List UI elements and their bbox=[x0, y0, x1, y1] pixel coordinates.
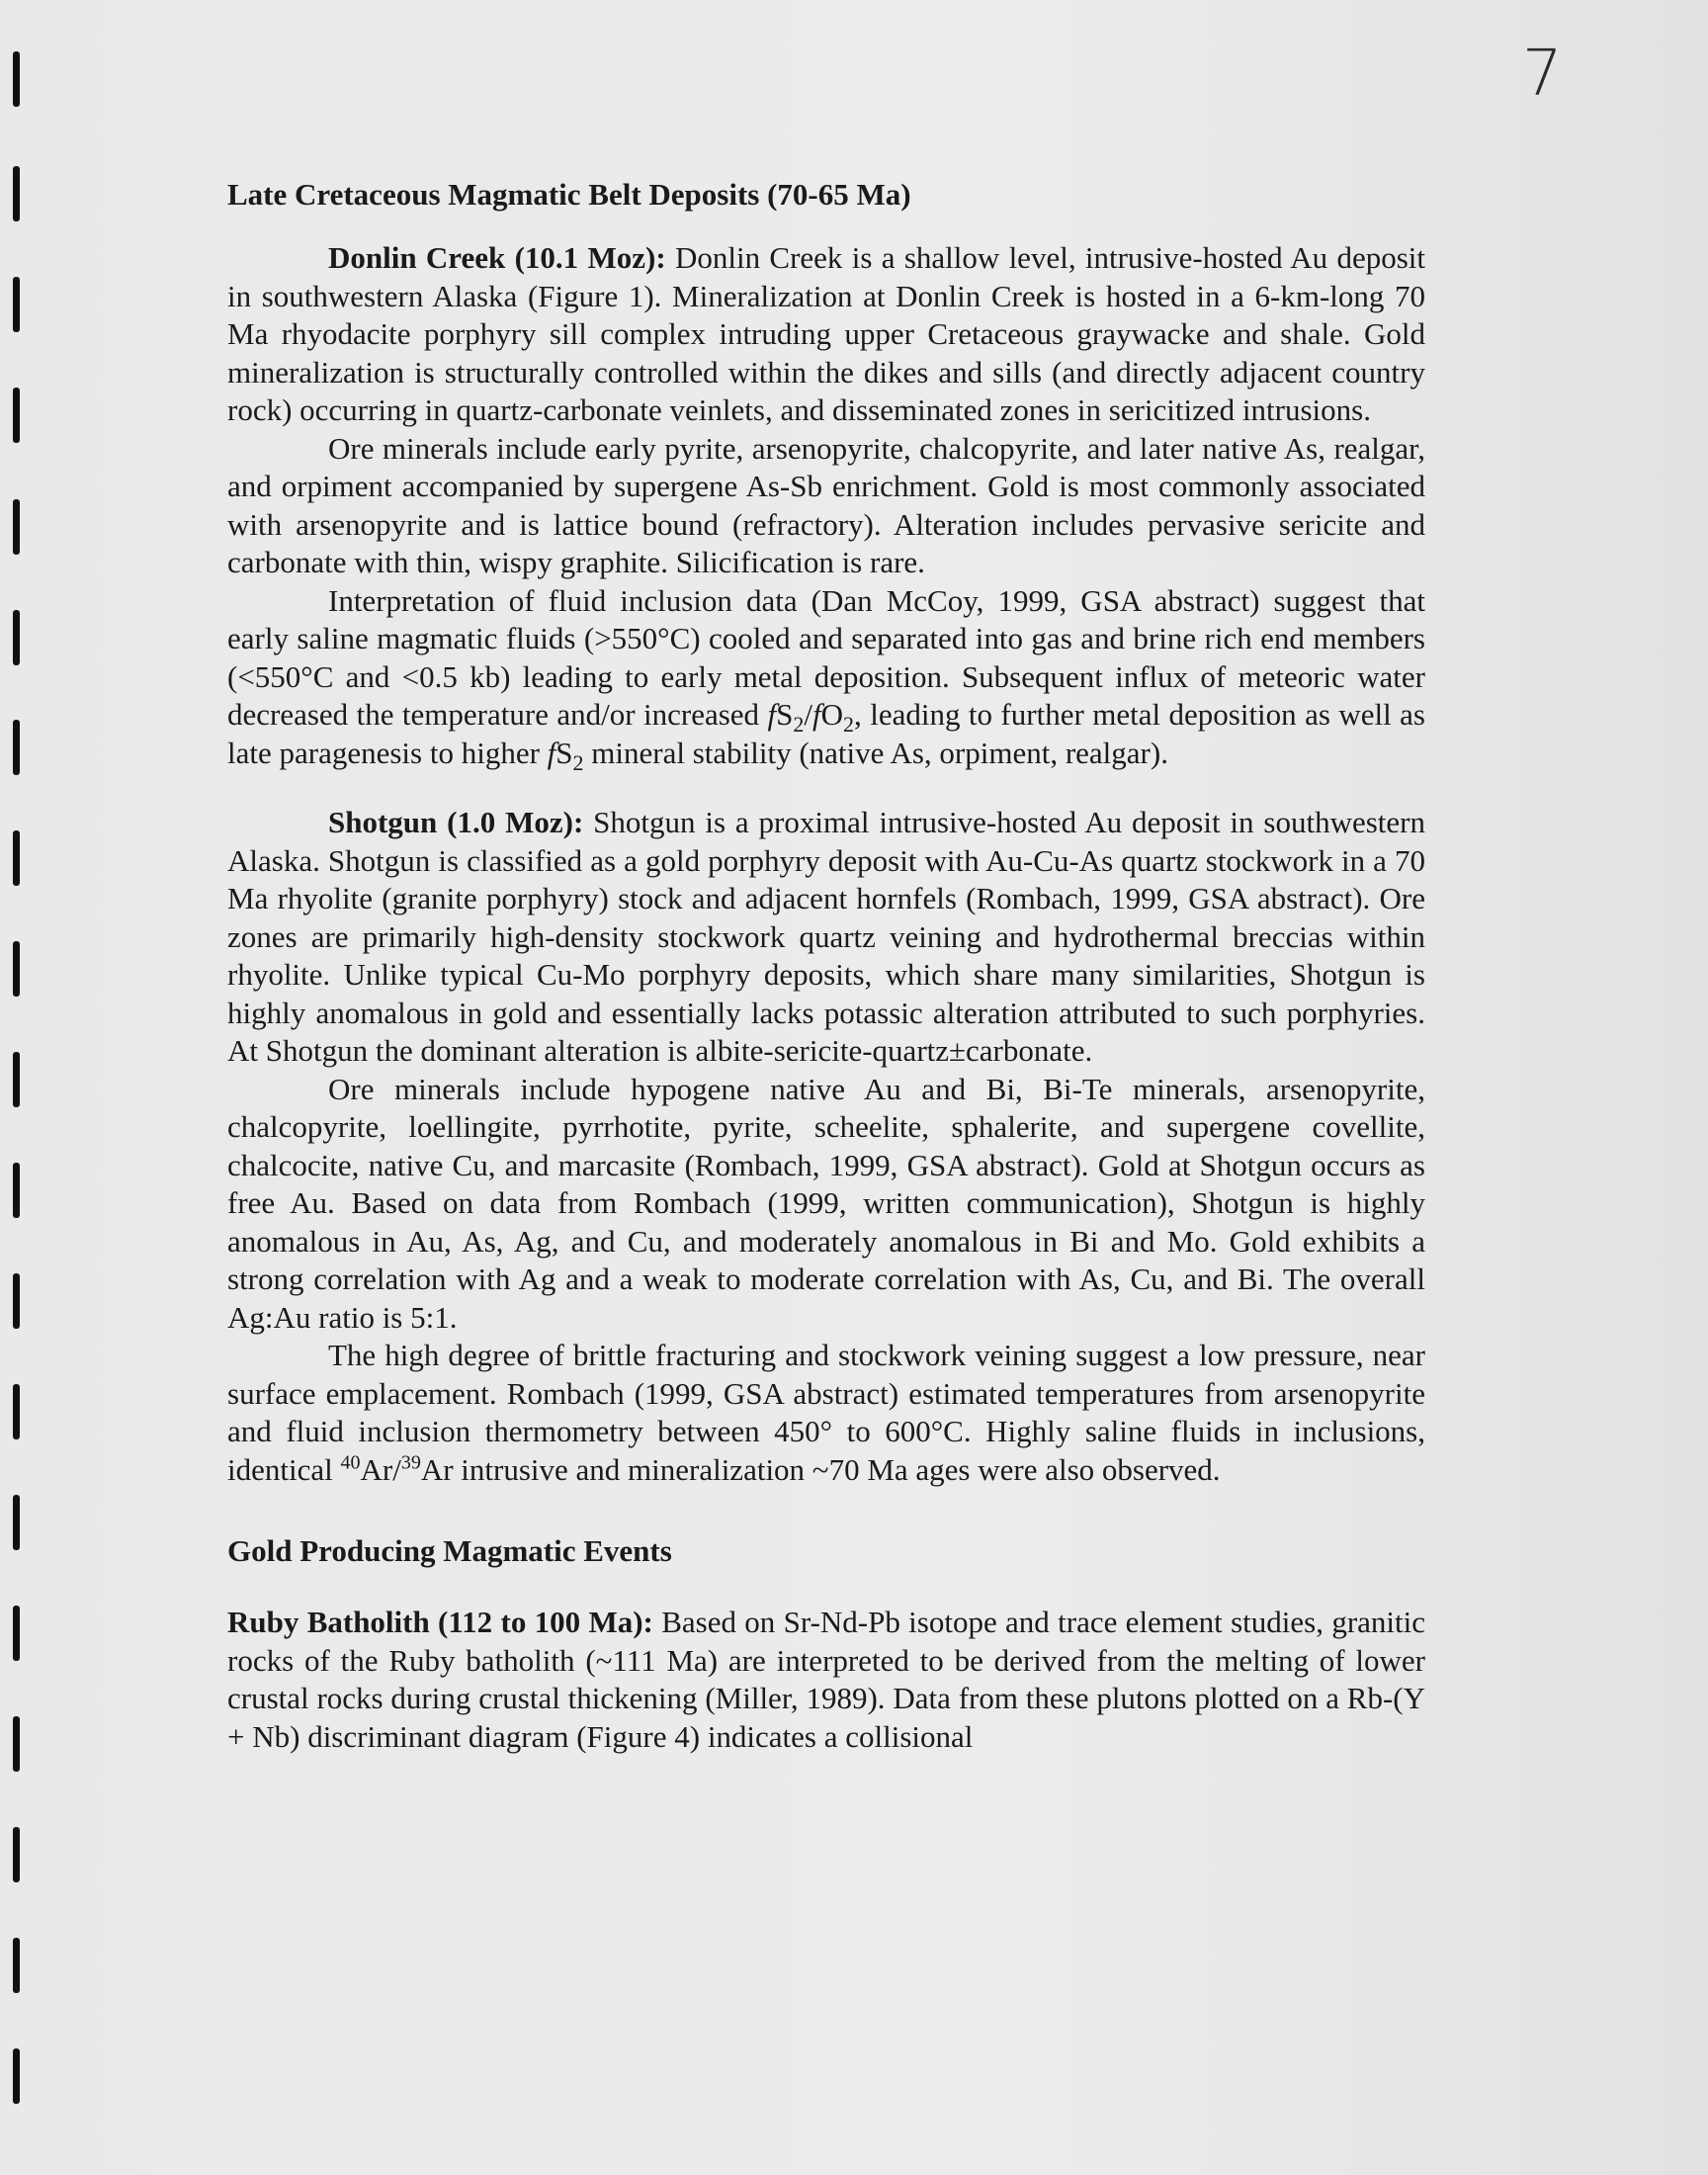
binder-hole-mark bbox=[13, 1495, 20, 1550]
binder-hole-mark bbox=[13, 1052, 20, 1107]
paragraph-text: Ar intrusive and mineralization ~70 Ma ages were also observed. bbox=[420, 1451, 1221, 1487]
superscript: 39 bbox=[400, 1451, 421, 1474]
paragraph-text: mineral stability (native As, orpiment, realgar). bbox=[583, 735, 1168, 770]
formula-part: Ar/ bbox=[360, 1451, 401, 1487]
paragraph-donlin-ore-minerals: Ore minerals include early pyrite, arsenopyrite, chalcopyrite, and later native As, realgar, and orpiment accompanied by supergene As-Sb enrichment. Gold is most commonly associated with arsenopyrite and is lattice bound (refractory). Alteration includes pervasive sericite and carbonate with thin, wispy graphite. Silicification is rare. bbox=[227, 430, 1425, 579]
binder-hole-mark bbox=[13, 1273, 20, 1329]
binder-hole-mark bbox=[13, 277, 20, 332]
subscript: 2 bbox=[793, 712, 805, 738]
fugacity-symbol: f bbox=[547, 735, 556, 770]
handwritten-page-number: 7 bbox=[1522, 38, 1563, 111]
formula-part: S bbox=[776, 697, 794, 732]
section-heading-late-cretaceous: Late Cretaceous Magmatic Belt Deposits (70-65 Ma) bbox=[227, 177, 911, 212]
paragraph-text: Based on Sr-Nd-Pb isotope and trace element studies, granitic rocks of the Ruby batholith (~111 Ma) are interpreted to be derived from the melting of lower crustal rocks during crustal thickening (Miller, 1989). Data from these plutons plotted on a Rb-(Y + Nb) discriminant diagram (Figure 4) indicates a collisional bbox=[227, 1605, 1425, 1754]
document-body bbox=[227, 176, 1425, 1756]
formula-part: O bbox=[820, 697, 844, 732]
binder-hole-mark bbox=[13, 1827, 20, 1882]
binder-hole-mark bbox=[13, 1384, 20, 1439]
paragraph-shotgun-intro bbox=[227, 804, 1425, 1071]
paragraph-text: Shotgun is a proximal intrusive-hosted Au deposit in southwestern Alaska. Shotgun is classified as a gold porphyry deposit with Au-Cu-As quartz stockwork in a 70 Ma rhyolite (granite porphyry) stock and adjacent hornfels (Rombach, 1999, GSA abstract). Ore zones are primarily high-density stockwork quartz veining and hydrothermal breccias within rhyolite. Unlike typical Cu-Mo porphyry deposits, which share many similarities, Shotgun is highly anomalous in gold and essentially lacks potassic alteration attributed to such porphyries. At Shotgun the dominant alteration is albite-sericite-quartz±carbonate. bbox=[227, 805, 1425, 1068]
paragraph-ruby-batholith bbox=[227, 1604, 1425, 1756]
binder-hole-mark bbox=[13, 1163, 20, 1218]
section-heading-gold-producing: Gold Producing Magmatic Events bbox=[227, 1533, 672, 1568]
binder-hole-mark bbox=[13, 1606, 20, 1661]
paragraph-text: Donlin Creek is a shallow level, intrusive-hosted Au deposit in southwestern Alaska (Figure 1). Mineralization at Donlin Creek is hosted in a 6-km-long 70 Ma rhyodacite porphyry sill complex intruding upper Cretaceous graywacke and shale. Gold mineralization is structurally controlled within the dikes and sills (and directly adjacent country rock) occurring in quartz-carbonate veinlets, and disseminated zones in sericitized intrusions. bbox=[227, 240, 1425, 427]
binder-hole-mark bbox=[13, 499, 20, 555]
paragraph-donlin-creek-intro bbox=[227, 239, 1425, 430]
paragraph-text: Interpretation of fluid inclusion data (Dan McCoy, 1999, GSA abstract) suggest that early saline magmatic fluids (>550°C) cooled and separated into gas and brine rich end members (<550°C and <0.5 kb) leading to early metal deposition. Subsequent influx of meteoric water decreased the temperature and/or increased bbox=[227, 582, 1425, 732]
binder-hole-mark bbox=[13, 388, 20, 443]
paragraph-shotgun-emplacement bbox=[227, 1337, 1425, 1489]
paragraph-donlin-fluid-inclusion bbox=[227, 582, 1425, 773]
binder-hole-mark bbox=[13, 2048, 20, 2104]
binder-hole-mark bbox=[13, 1938, 20, 1993]
subscript: 2 bbox=[572, 749, 584, 775]
fugacity-symbol: f bbox=[767, 697, 777, 732]
binder-hole-mark bbox=[13, 830, 20, 886]
runin-title-donlin-creek: Donlin Creek (10.1 Moz): bbox=[328, 240, 666, 275]
superscript: 40 bbox=[340, 1451, 361, 1474]
binder-hole-mark bbox=[13, 166, 20, 221]
subscript: 2 bbox=[843, 712, 855, 738]
binder-hole-mark bbox=[13, 720, 20, 775]
paragraph-text: , leading to further metal deposition as well as late paragenesis to higher bbox=[227, 697, 1425, 770]
paragraph-shotgun-ore-minerals: Ore minerals include hypogene native Au and Bi, Bi-Te minerals, arsenopyrite, chalcopyrite, loellingite, pyrrhotite, pyrite, scheelite, sphalerite, and supergene covellite, chalcocite, native Cu, and marcasite (Rombach, 1999, GSA abstract). Gold at Shotgun occurs as free Au. Based on data from Rombach (1999, written communication), Shotgun is highly anomalous in Au, As, Ag, and Cu, and moderately anomalous in Bi and Mo. Gold exhibits a strong correlation with Ag and a weak to moderate correlation with As, Cu, and Bi. The overall Ag:Au ratio is 5:1. bbox=[227, 1071, 1425, 1335]
runin-title-ruby-batholith: Ruby Batholith (112 to 100 Ma): bbox=[227, 1605, 653, 1639]
fugacity-symbol: f bbox=[812, 697, 821, 732]
binder-hole-mark bbox=[13, 941, 20, 997]
binder-hole-mark bbox=[13, 51, 20, 107]
binder-hole-mark bbox=[13, 1716, 20, 1772]
formula-part: S bbox=[555, 735, 573, 770]
paragraph-text: The high degree of brittle fracturing and stockwork veining suggest a low pressure, near surface emplacement. Rombach (1999, GSA abstract) estimated temperatures from arsenopyrite and fluid inclusion thermometry between 450° to 600°C. Highly saline fluids in inclusions, identical bbox=[227, 1338, 1425, 1487]
formula-part: / bbox=[804, 697, 812, 732]
runin-title-shotgun: Shotgun (1.0 Moz): bbox=[328, 805, 584, 839]
binder-hole-mark bbox=[13, 610, 20, 665]
